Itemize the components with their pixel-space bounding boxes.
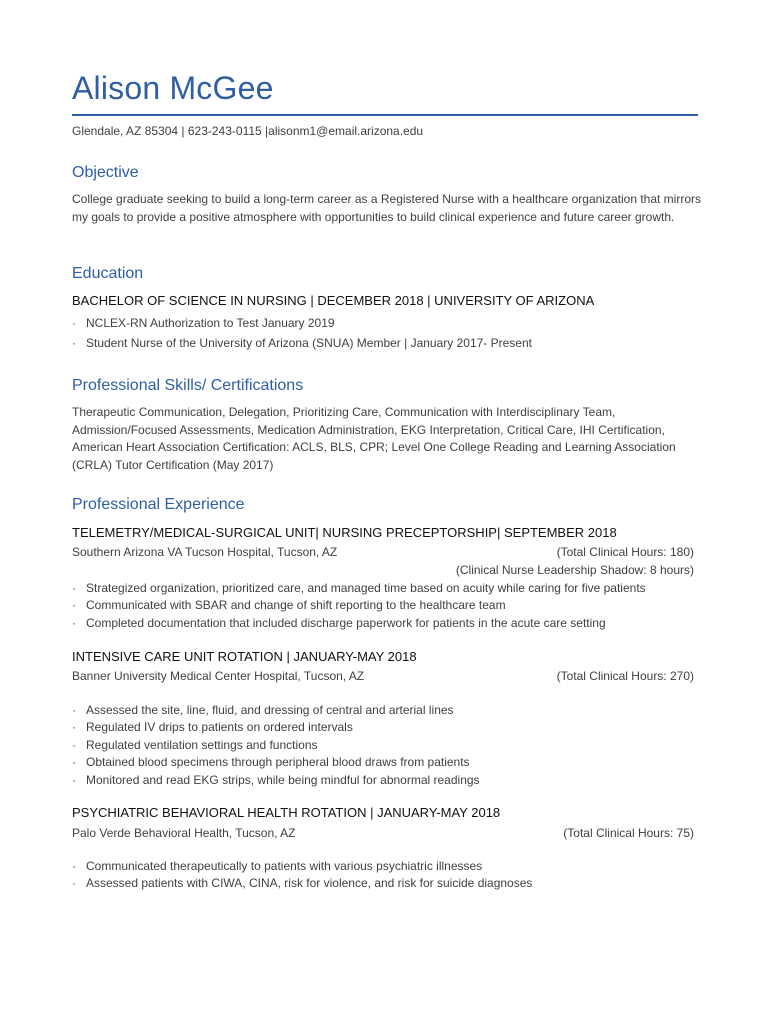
list-item: · Monitored and read EKG strips, while being mindful for abnormal readings (72, 772, 702, 789)
job-hours: (Total Clinical Hours: 270) (556, 669, 694, 683)
education-title: Education (72, 265, 144, 282)
objective-title: Objective (72, 164, 139, 181)
experience-title: Professional Experience (72, 496, 245, 513)
job-bullets-telemetry (72, 580, 702, 632)
list-item: · Regulated IV drips to patients on ordered intervals (72, 719, 702, 736)
job-heading-icu: INTENSIVE CARE UNIT ROTATION | JANUARY-MAY 2018 (72, 649, 417, 664)
list-item: · NCLEX-RN Authorization to Test January 2019 (72, 313, 702, 333)
job-hours: (Total Clinical Hours: 75) (563, 826, 694, 840)
list-item: · Communicated therapeutically to patients with various psychiatric illnesses (72, 858, 702, 875)
contact-line: Glendale, AZ 85304 | 623-243-0115 |alisonm1@email.arizona.edu (72, 124, 424, 138)
job-bullets-psych (72, 858, 702, 893)
job-heading-psych: PSYCHIATRIC BEHAVIORAL HEALTH ROTATION | JANUARY-MAY 2018 (72, 805, 501, 820)
job-place-line (72, 669, 694, 683)
degree-heading: BACHELOR OF SCIENCE IN NURSING | DECEMBER 2018 | UNIVERSITY OF ARIZONA (72, 293, 595, 308)
objective-text: College graduate seeking to build a long-term career as a Registered Nurse with a healthcare organization that mirrors my goals to provide a positive atmosphere with opportunities to build clinical experience and future career growth. (72, 192, 701, 224)
job-place: Southern Arizona VA Tucson Hospital, Tucson, AZ (72, 545, 338, 559)
job-place: Palo Verde Behavioral Health, Tucson, AZ (72, 826, 296, 840)
list-item: · Communicated with SBAR and change of shift reporting to the healthcare team (72, 597, 702, 614)
list-item: · Regulated ventilation settings and functions (72, 737, 702, 754)
job-heading-telemetry: TELEMETRY/MEDICAL-SURGICAL UNIT| NURSING PRECEPTORSHIP| SEPTEMBER 2018 (72, 525, 617, 540)
education-bullets (72, 313, 702, 353)
job-place-line (72, 545, 694, 559)
job-bullets-icu (72, 702, 702, 789)
list-item: · Assessed the site, line, fluid, and dressing of central and arterial lines (72, 702, 702, 719)
list-item: · Completed documentation that included discharge paperwork for patients in the acute care setting (72, 615, 702, 632)
list-item: · Student Nurse of the University of Arizona (SNUA) Member | January 2017- Present (72, 333, 702, 353)
list-item: · Strategized organization, prioritized care, and managed time based on acuity while caring for five patients (72, 580, 702, 597)
skills-title: Professional Skills/ Certifications (72, 377, 304, 394)
skills-text: Therapeutic Communication, Delegation, Prioritizing Care, Communication with Interdisciplinary Team, Admission/Focused Assessments, Medication Administration, EKG Interpretation, Critical Care, IHI Certification, American Heart Association Certification: ACLS, BLS, CPR; Level One College Reading and Learning Association (CRLA) Tutor Certification (May 2017) (72, 405, 676, 472)
title-divider (72, 114, 698, 116)
job-hours: (Total Clinical Hours: 180) (556, 545, 694, 559)
list-item: · Assessed patients with CIWA, CINA, risk for violence, and risk for suicide diagnoses (72, 875, 702, 892)
job-hours-shadow: (Clinical Nurse Leadership Shadow: 8 hours) (455, 563, 694, 577)
job-place-line (72, 826, 694, 840)
job-place: Banner University Medical Center Hospital, Tucson, AZ (72, 669, 365, 683)
list-item: · Obtained blood specimens through peripheral blood draws from patients (72, 754, 702, 771)
candidate-name: Alison McGee (72, 70, 274, 106)
